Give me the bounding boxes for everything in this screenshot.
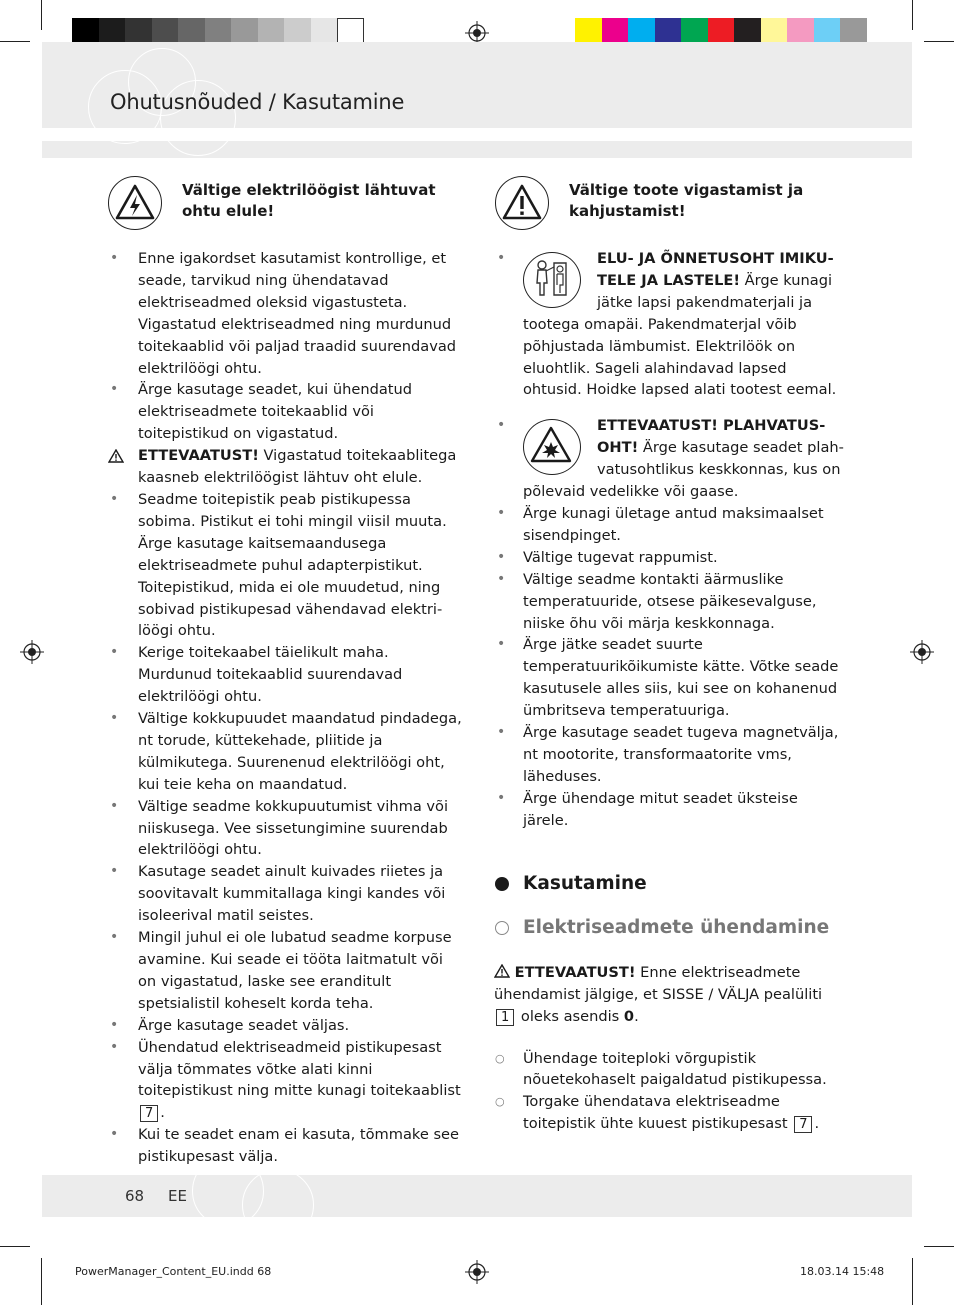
list-item-text: Mingil juhul ei ole lubatud seadme korpuse avamine. Kui seade ei tööta laitmatult või on vigastatud, laske see eranditult spetsialistil koheselt korda teha. [138, 929, 452, 1012]
explosion-warning-heading: ETTEVAATUST! PLAHVATUSOHT! [597, 417, 826, 457]
list-item [108, 379, 463, 445]
list-item-text: . [160, 1104, 165, 1122]
list-item-text: Ühendatud elektriseadmeid pistikupesast välja tõmmates võtke alati kinni toitepistikust ning mitte kunagi toitekaablist [138, 1038, 461, 1100]
page-number: 68 [125, 1187, 145, 1205]
bullet-icon: • [110, 644, 119, 661]
bullet-icon: • [110, 797, 119, 814]
bullet-icon: • [497, 250, 506, 266]
part-reference-1: 1 [496, 1009, 514, 1026]
bullet-icon: • [497, 636, 506, 653]
caution-text: . [634, 1007, 639, 1025]
bullet-icon: • [497, 417, 506, 434]
connection-steps-list [495, 1048, 847, 1136]
list-item-text: Kasutage seadet ainult kuivades riietes ja soovitavalt kummitallaga kingi kandes või isoleerival matil seistes. [138, 863, 446, 925]
part-reference: 7 [794, 1116, 812, 1133]
bullet-icon: • [497, 504, 506, 521]
bullet-icon: • [110, 1016, 119, 1033]
bullet-icon: • [110, 929, 119, 946]
list-item-text: Kui te seadet enam ei kasuta, tõmmake see pistikupesast välja. [138, 1126, 460, 1166]
list-item-text: Ärge kasutage seadet, kui ühendatud elektriseadmete toitekaablid või toitepistikud on vigastatud. [138, 381, 413, 443]
filled-circle-icon [495, 877, 509, 891]
list-item-text: Seadme toitepistik peab pistikupessa sobima. Pistikut ei tohi mingil viisil muuta. Ärge kasutage kaitsemaandusega elektriseadmete puhul adapterpistikut. Toitepistikud, mida ei ole muudetud, ning sobivad pistikupesad vähendavad elektrilöögi ohtu. [138, 490, 447, 640]
product-safety-list [495, 248, 847, 503]
subsection-title: Elektriseadmete ühendamine [523, 916, 830, 938]
slug-filename: PowerManager_Content_EU.indd 68 [75, 1265, 272, 1278]
caution-text: Enne elektriseadmete ühendamist jälgige, et SISSE / VÄLJA pealüliti [494, 963, 823, 1003]
list-item [495, 503, 847, 547]
list-item-text: Vältige seadme kokkupuutumist vihma või niiskusega. Vee sissetungimine suurendab elektrilöögi ohtu. [138, 797, 449, 859]
step-item [495, 1048, 847, 1092]
damage-warning [495, 170, 847, 236]
caution-triangle-icon [494, 964, 510, 978]
exclamation-warning-icon [495, 176, 549, 230]
list-item [495, 547, 847, 569]
high-voltage-warning-icon [108, 176, 162, 230]
section-title: Kasutamine [523, 872, 647, 894]
list-item [495, 569, 847, 635]
list-item [108, 1124, 463, 1168]
list-item [108, 445, 463, 489]
page-title: Ohutusnõuded / Kasutamine [110, 90, 405, 114]
step-text: . [814, 1115, 820, 1133]
open-circle-icon: ○ [495, 1095, 505, 1109]
list-item [108, 708, 463, 796]
registration-mark-right [910, 640, 934, 664]
step-item [495, 1091, 847, 1135]
list-item-text: Ärge kasutage seadet väljas. [138, 1016, 350, 1034]
step-text: Torgake ühendatava elektriseadme toitepistik ühte kuuest pistikupesast [523, 1093, 793, 1133]
explosion-warning-text: Ärge kasutage seadet plahvatusohtlikus keskkonnas, kus on põlevaid vedelikke või gaase. [523, 439, 844, 501]
bullet-icon: • [110, 490, 119, 507]
list-item [495, 415, 847, 503]
list-item [108, 642, 463, 708]
subsection-heading-connecting [495, 916, 847, 940]
list-item-text: Vältige seadme kontakti äärmuslike temperatuuride, otsese päikesevalguse, niiske õhu või märja keskkonnaga. [523, 570, 817, 632]
electric-shock-warning [108, 170, 463, 236]
step-text: Ühendage toiteploki võrgupistik nõuetekohaselt paigaldatud pistikupessa. [523, 1049, 827, 1089]
bullet-icon: • [497, 789, 506, 806]
list-item [108, 927, 463, 1015]
caution-label: ETTEVAATUST! [514, 963, 636, 981]
warning-title: Vältige elektrilöögist lähtuvat ohtu elule! [182, 181, 436, 220]
list-item-label: ETTEVAATUST! [138, 447, 259, 465]
bullet-icon: • [110, 710, 119, 727]
registration-mark-left [20, 640, 44, 664]
bullet-icon: • [110, 863, 119, 880]
electric-safety-list [108, 248, 463, 1168]
list-item [495, 634, 847, 722]
warning-title: Vältige toote vigastamist ja kahjustamist! [569, 181, 804, 220]
language-code: EE [168, 1187, 187, 1205]
bullet-icon: • [497, 548, 506, 565]
list-item [495, 248, 847, 401]
list-item [108, 1037, 463, 1125]
right-column [495, 170, 847, 1135]
list-item-text: Kerige toitekaabel täielikult maha. Murdunud toitekaablid suurendavad elektrilöögi ohtu. [138, 644, 403, 706]
list-item-text: Vältige tugevat rappumist. [523, 548, 718, 566]
switch-position-value: 0 [623, 1007, 635, 1025]
slug-datetime: 18.03.14 15:48 [800, 1265, 885, 1278]
list-item [495, 722, 847, 788]
list-item-text: Ärge ühendage mitut seadet üksteise järele. [523, 789, 798, 829]
bullet-icon: • [110, 250, 119, 266]
handling-safety-list [495, 503, 847, 832]
left-column [108, 170, 463, 1168]
list-item-text: Vältige kokkupuudet maandatud pindadega, nt torude, küttekehade, pliitide ja külmikutega. Suurenenud elektrilöögi oht, kui teie keha on maandatud. [138, 710, 462, 793]
bullet-icon: • [110, 1038, 119, 1055]
caution-text: oleks asendis [516, 1007, 624, 1025]
list-item [108, 861, 463, 927]
explosion-warning-icon [523, 419, 581, 475]
list-item-text: Ärge kunagi ületage antud maksimaalset sisendpinget. [523, 504, 824, 544]
open-circle-icon [495, 921, 509, 935]
bullet-icon: • [110, 1126, 119, 1143]
child-warning-heading: ELU- JA ÕNNETUSOHT IMIKUTELE JA LASTELE! [597, 250, 834, 289]
list-item [108, 489, 463, 642]
bullet-icon: • [497, 570, 506, 587]
open-circle-icon: ○ [495, 1051, 505, 1065]
list-item [108, 796, 463, 862]
caution-triangle-icon [108, 449, 124, 471]
bullet-icon: • [110, 381, 119, 398]
list-item [495, 788, 847, 832]
list-item-text: Enne igakordset kasutamist kontrollige, et seade, tarvikud ning ühendatavad elektriseadmed oleksid vigastusteta. Vigastatud elektriseadmed ning murdunud toitekaablid või paljad traadid suurendavad elektrilöögi ohtu. [138, 250, 457, 377]
part-reference: 7 [140, 1105, 158, 1122]
bullet-icon: • [497, 724, 506, 741]
section-heading-kasutamine [495, 872, 847, 896]
list-item-text: Ärge kasutage seadet tugeva magnetvälja, nt mootorite, transformaatorite vms, läheduses. [523, 724, 839, 785]
registration-mark-bottom [465, 1260, 489, 1284]
child-warning-icon [523, 252, 581, 308]
list-item-text: Vigastatud toitekaablitega kaasneb elektrilöögist lähtuv oht elule. [138, 447, 457, 487]
list-item [108, 248, 463, 379]
list-item [108, 1015, 463, 1037]
caution-paragraph [494, 962, 847, 1028]
child-warning-text: Ärge kunagi jätke lapsi pakendmaterjali ja tootega omapäi. Pakendmaterjal võib põhjustada lämbumist. Elektrilöök on eluohtlik. Sageli alahindavad lapsed ohtusid. Hoidke lapsed alati tootest eemal. [523, 271, 837, 399]
list-item-text: Ärge jätke seadet suurte temperatuurikõikumiste kätte. Võtke seade kasutusele alles siis, kui see on kohanenud ümbritseva temperatuuriga. [523, 636, 839, 720]
